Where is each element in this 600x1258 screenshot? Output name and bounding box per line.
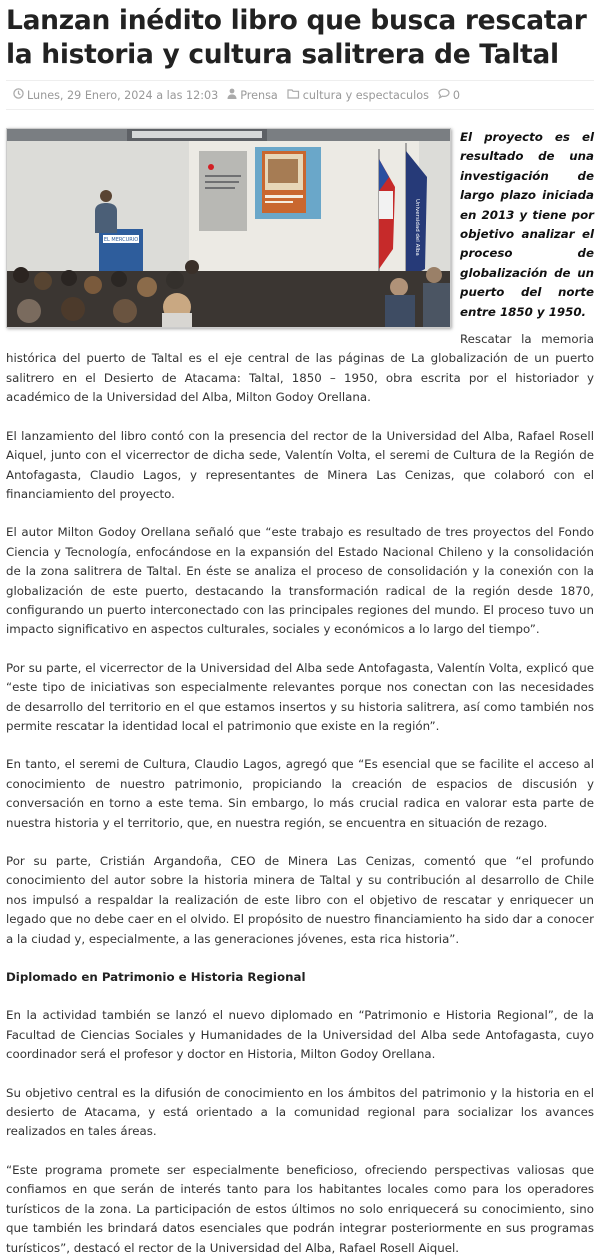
meta-date-text: Lunes, 29 Enero, 2024 a las 12:03 — [27, 88, 219, 102]
clock-icon — [13, 88, 24, 102]
user-icon — [227, 88, 237, 102]
article-body — [6, 128, 594, 1258]
meta-author[interactable] — [227, 88, 278, 102]
article-paragraph: En la actividad también se lanzó el nuevo diplomado en “Patrimonio e Historia Regional”, de la Facultad de Ciencias Sociales y Humanidades de la Universidad del Alba sede Antofagasta, cuyo coordinador será el profesor y doctor en Historia, Milton Godoy Orellana. — [6, 1008, 594, 1062]
article-paragraph: Rescatar la memoria histórica del puerto de Taltal es el eje central de las páginas de La globalización de un puerto salitrero en el Desierto de Atacama: Taltal, 1850 – 1950, obra escrita por el historiador y académico de la Universidad del Alba, Milton Godoy Orellana. — [6, 332, 594, 405]
article-paragraph: El lanzamiento del libro contó con la presencia del rector de la Universidad del Alba, Rafael Rosell Aiquel, junto con el vicerrector de dicha sede, Valentín Volta, el seremi de Cultura de la Región de Antofagasta, Claudio Lagos, y representantes de Minera Las Cenizas, que colaboró con el financiamiento del proyecto. — [6, 428, 594, 501]
article-lead: El proyecto es el resultado de una investigación de largo plazo iniciada en 2013 y tiene por objetivo analizar el proceso de globalización de un puerto del norte entre 1850 y 1950. — [460, 130, 594, 319]
article-paragraph: En tanto, el seremi de Cultura, Claudio Lagos, agregó que “Es esencial que se facilite el acceso al conocimiento de nuestro patrimonio, propiciando la creación de espacios de discusión y conversación en torno a este tema. Sin embargo, lo más crucial radica en valorar esta parte de nuestra historia y el territorio, que, en nuestra región, se encuentra en situación de rezago. — [6, 757, 594, 830]
podium-banner-text: EL MERCURIO — [103, 237, 139, 243]
article-photo[interactable] — [6, 128, 451, 328]
article-paragraph: El autor Milton Godoy Orellana señaló que “este trabajo es resultado de tres proyectos del Fondo Ciencia y Tecnología, enfocándose en la expansión del Estado Nacional Chileno y la consolidación de la zona salitrera de Taltal. En éste se analiza el proceso de consolidación y la conexión con la globalización de este puerto, destacando la transformación radical de la región desde 1870, configurando un puerto interconectado con las principales regiones del mundo. El proceso tuvo un impacto significativo en aspectos culturales, sociales y económicos a lo largo del tiempo”. — [6, 525, 594, 637]
article-page — [0, 4, 600, 1258]
article-paragraph: Por su parte, Cristián Argandoña, CEO de Minera Las Cenizas, comentó que “el profundo conocimiento del autor sobre la historia minera de Taltal y su contribución al desarrollo de Chile nos impulsó a respaldar la realización de este libro con el objetivo de rescatar y enriquecer un legado que no debe caer en el olvido. El propósito de nuestro financiamiento ha sido dar a conocer a la ciudad y, especialmente, a las generaciones jóvenes, esta rica historia”. — [6, 854, 594, 946]
event-photo-illustration — [7, 129, 450, 327]
folder-icon — [287, 88, 300, 102]
article-title: Lanzan inédito libro que busca rescatar la historia y cultura salitrera de Taltal — [6, 5, 587, 70]
meta-date — [13, 88, 218, 102]
meta-category-link[interactable]: cultura y espectaculos — [302, 88, 429, 102]
comment-icon — [438, 88, 450, 102]
article-meta — [6, 80, 594, 110]
flag-text: Universidad del Alba — [414, 199, 420, 256]
article-subheading: Diplomado en Patrimonio e Historia Regional — [6, 970, 306, 985]
article-paragraph: Por su parte, el vicerrector de la Universidad del Alba sede Antofagasta, Valentín Volta, explicó que “este tipo de iniciativas son especialmente relevantes porque nos conectan con las necesidades de desarrollo del territorio en el que estamos insertos y su historia salitrera, así como también nos permite rescatar la identidad local el patrimonio que existe en la región”. — [6, 660, 594, 733]
meta-comments[interactable] — [438, 88, 460, 102]
article-paragraph: “Este programa promete ser especialmente beneficioso, ofreciendo perspectivas valiosas que confiamos en que serán de interés tanto para los habitantes locales como para los operadores turísticos de la zona. La participación de estos últimos no solo enriquecerá su conocimiento, sino que también les brindará datos esenciales que podrán integrar posteriormente en sus programas turísticos”, destacó el rector de la Universidad del Alba, Rafael Rosell Aiquel. — [6, 1162, 594, 1255]
meta-comments-count[interactable]: 0 — [452, 88, 461, 102]
meta-category[interactable] — [287, 88, 429, 102]
article-paragraph: Su objetivo central es la difusión de conocimiento en los ámbitos del patrimonio y la historia en el desierto de Atacama, y está orientado a la comunidad regional para socializar los avances realizados en tales áreas. — [6, 1085, 594, 1139]
meta-author-link[interactable]: Prensa — [240, 88, 278, 102]
